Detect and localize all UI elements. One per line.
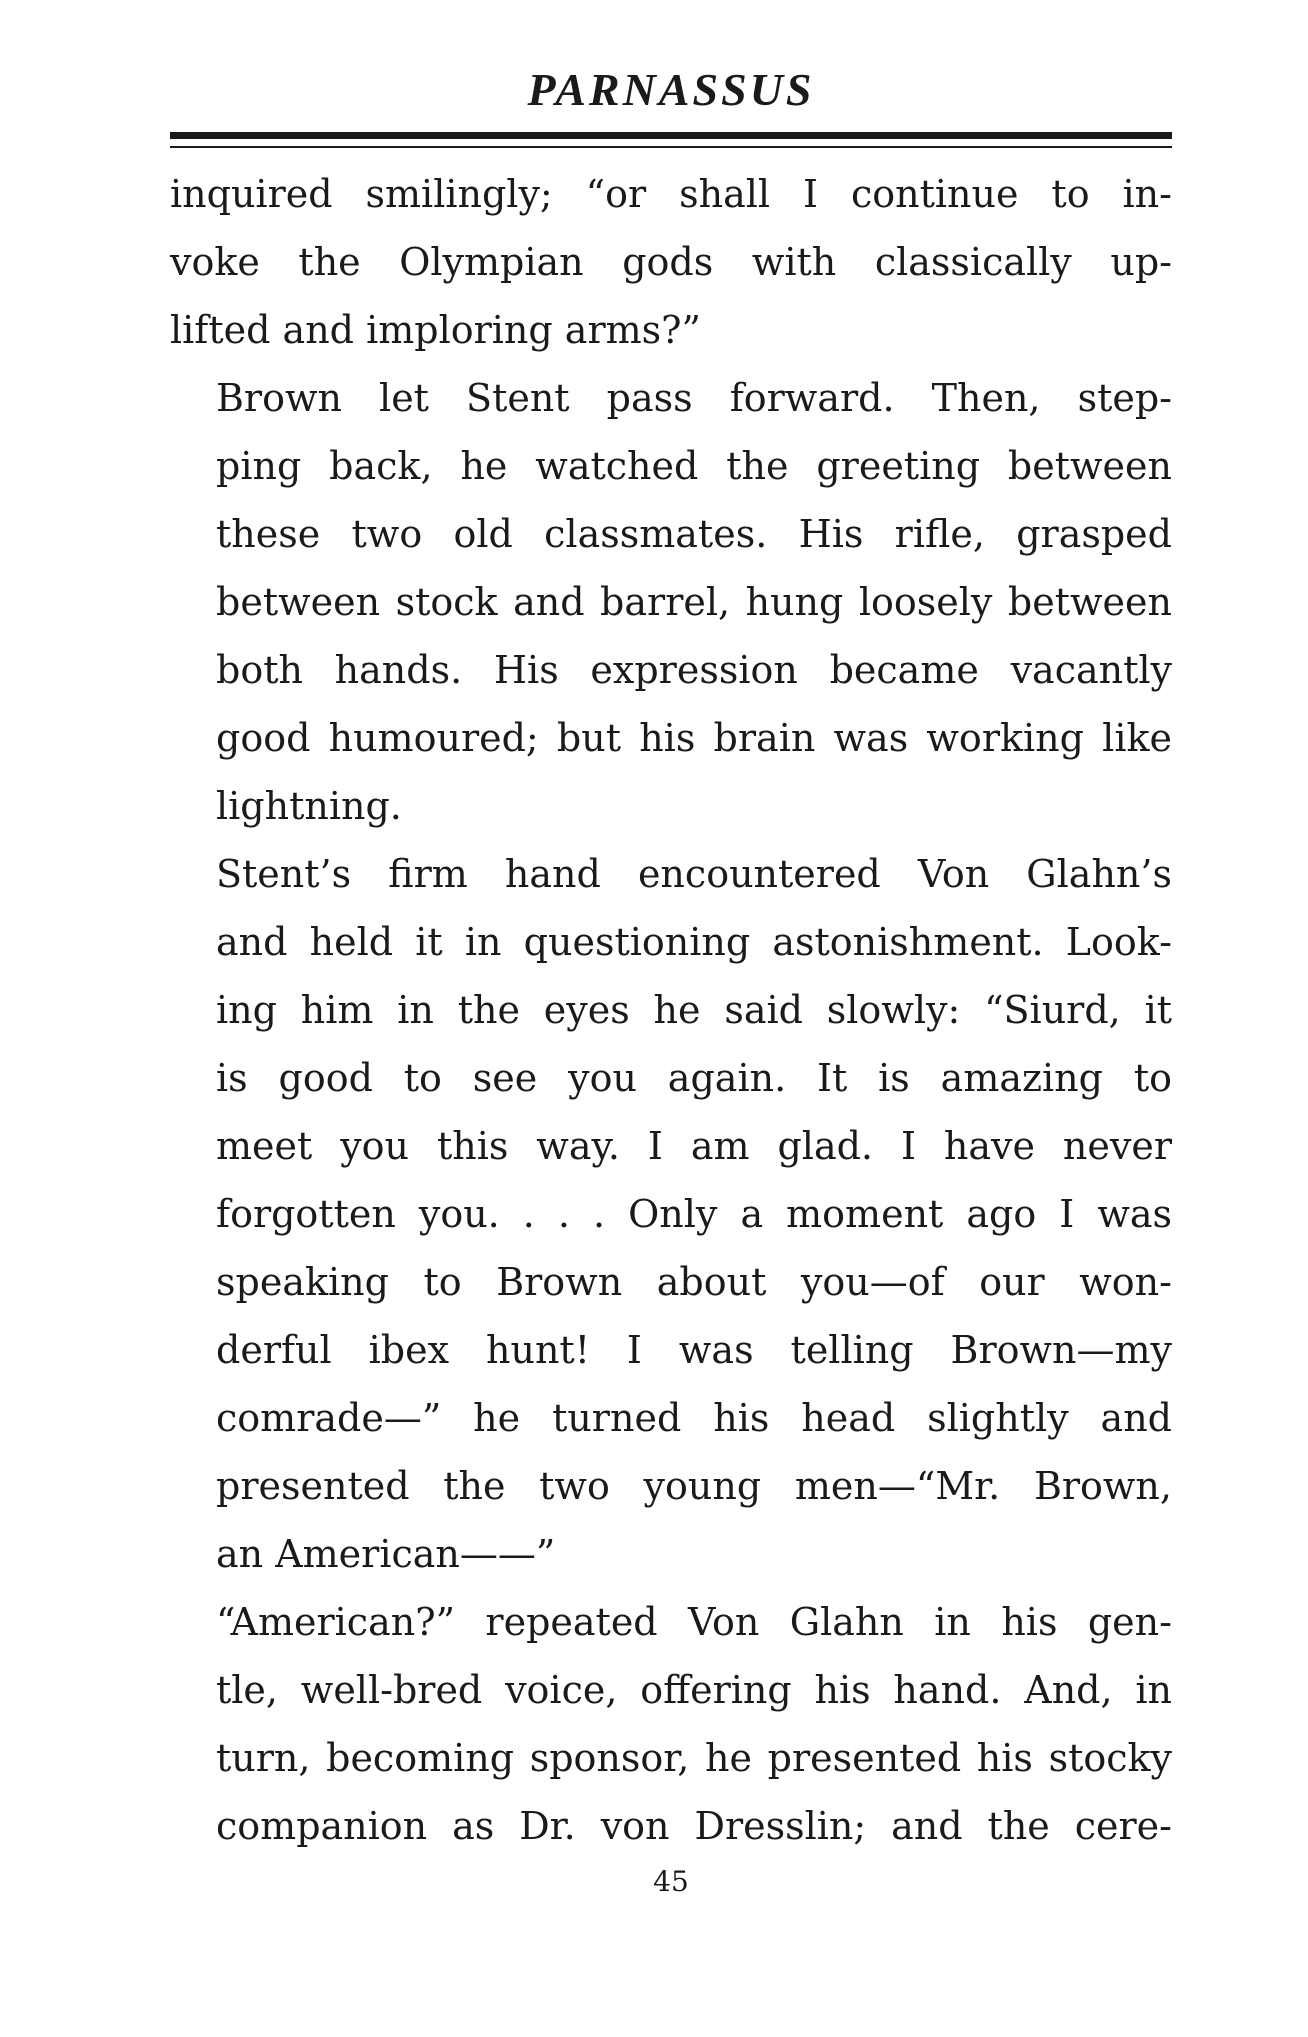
text-line: ping back, he watched the greeting between [216,444,1172,488]
text-line: presented the two young men—“Mr. Brown, [216,1464,1172,1508]
text-line: tle, well-bred voice, offering his hand. And, in [216,1668,1172,1712]
text-line: derful ibex hunt! I was telling Brown—my [216,1328,1172,1372]
running-head: PARNASSUS [527,64,815,115]
paragraph [170,1588,1172,1860]
header-rule-thin [170,146,1172,148]
book-page [170,60,1172,1860]
text-line: lightning. [216,784,402,828]
text-line: inquired smilingly; “or shall I continue to in- [170,172,1172,216]
text-line: Stent’s firm hand encountered Von Glahn’s [216,852,1172,896]
text-line: these two old classmates. His rifle, grasped [216,512,1172,556]
text-line: good humoured; but his brain was working like [216,716,1172,760]
text-line: ing him in the eyes he said slowly: “Siurd, it [216,988,1172,1032]
text-line: both hands. His expression became vacantly [216,648,1172,692]
text-line: between stock and barrel, hung loosely between [216,580,1172,624]
paragraph [170,364,1172,840]
text-line: Brown let Stent pass forward. Then, step- [216,376,1172,420]
text-line: “American?” repeated Von Glahn in his gen- [216,1600,1172,1644]
text-line: speaking to Brown about you—of our won- [216,1260,1172,1304]
text-line: lifted and imploring arms?” [170,308,701,352]
text-line: forgotten you. . . . Only a moment ago I was [216,1192,1172,1236]
text-line: meet you this way. I am glad. I have never [216,1124,1172,1168]
text-line: and held it in questioning astonishment. Look- [216,920,1172,964]
text-line: turn, becoming sponsor, he presented his stocky [216,1736,1172,1780]
page-number: 45 [653,1865,689,1898]
header-rule-thick [170,132,1172,139]
body-text [170,160,1172,1860]
paragraph [170,840,1172,1588]
text-line: comrade—” he turned his head slightly and [216,1396,1172,1440]
text-line: is good to see you again. It is amazing to [216,1056,1172,1100]
text-line: voke the Olympian gods with classically up- [170,240,1172,284]
paragraph [170,160,1172,364]
text-line: companion as Dr. von Dresslin; and the cere- [216,1804,1172,1848]
text-line: an American——” [216,1532,556,1576]
